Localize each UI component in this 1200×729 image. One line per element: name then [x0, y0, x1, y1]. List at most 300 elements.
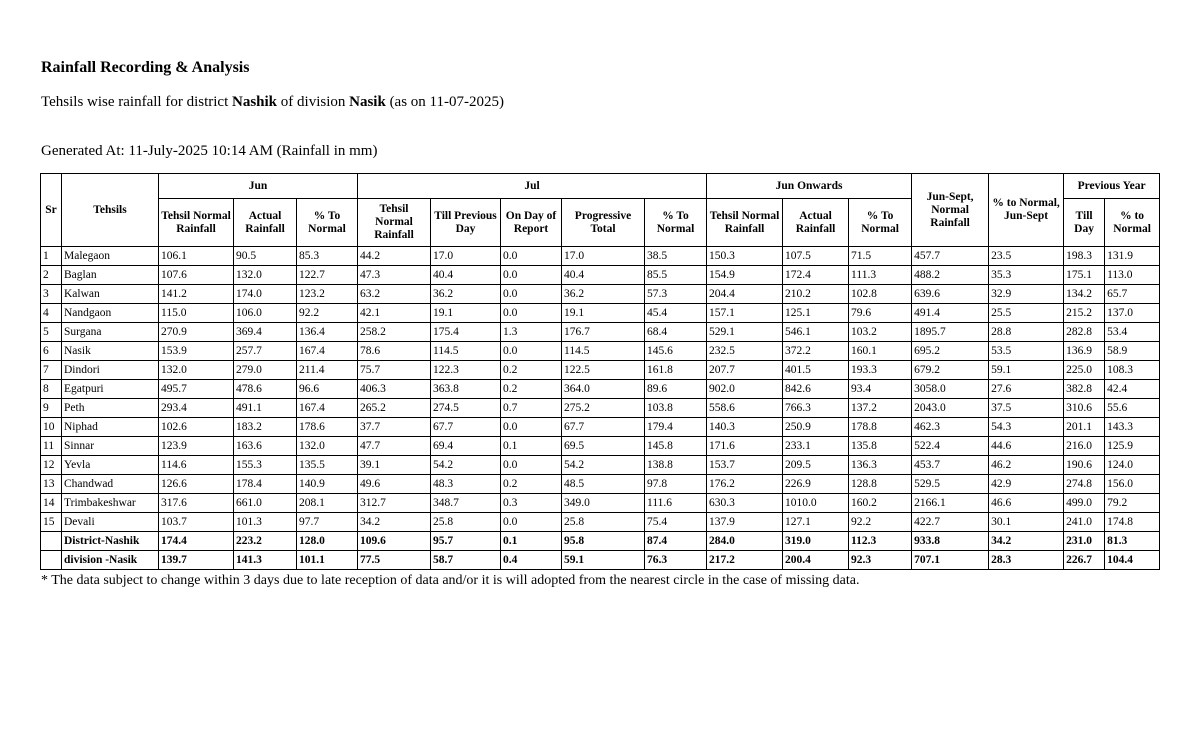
cell-jul-till-prev: 363.8: [431, 380, 501, 399]
cell-jun-sept-pct: 59.1: [989, 361, 1064, 380]
division-name: Nasik: [349, 94, 386, 110]
cell-jul-till-prev: 40.4: [431, 266, 501, 285]
cell-tehsil: Egatpuri: [62, 380, 159, 399]
cell-jun-pct: 167.4: [297, 342, 358, 361]
cell-onwards-pct: 92.3: [849, 551, 912, 570]
cell-jun-sept-pct: 25.5: [989, 304, 1064, 323]
cell-onwards-pct: 103.2: [849, 323, 912, 342]
cell-jun-sept-pct: 27.6: [989, 380, 1064, 399]
header-jun-onwards: Jun Onwards: [707, 174, 912, 199]
header-onwards-actual: Actual Rainfall: [783, 199, 849, 247]
total-row: [41, 551, 1160, 570]
header-jul-progressive: Progressive Total: [562, 199, 645, 247]
cell-jun-sept-normal: 707.1: [912, 551, 989, 570]
cell-prev-till-day: 175.1: [1064, 266, 1105, 285]
cell-prev-till-day: 274.8: [1064, 475, 1105, 494]
cell-jul-till-prev: 17.0: [431, 247, 501, 266]
cell-onwards-actual: 210.2: [783, 285, 849, 304]
cell-onwards-pct: 111.3: [849, 266, 912, 285]
cell-onwards-pct: 102.8: [849, 285, 912, 304]
cell-jun-normal: 106.1: [159, 247, 234, 266]
cell-jul-progressive: 176.7: [562, 323, 645, 342]
cell-jun-normal: 139.7: [159, 551, 234, 570]
cell-jul-on-day: 0.2: [501, 361, 562, 380]
cell-prev-till-day: 190.6: [1064, 456, 1105, 475]
header-jun: Jun: [159, 174, 358, 199]
header-onwards-tehsil-normal: Tehsil Normal Rainfall: [707, 199, 783, 247]
header-jul-on-day: On Day of Report: [501, 199, 562, 247]
cell-tehsil: Nasik: [62, 342, 159, 361]
subtitle-suffix: (as on 11-07-2025): [385, 94, 504, 110]
cell-prev-till-day: 216.0: [1064, 437, 1105, 456]
cell-prev-pct: 53.4: [1105, 323, 1160, 342]
table-row: [41, 513, 1160, 532]
cell-jun-pct: 92.2: [297, 304, 358, 323]
cell-jul-on-day: 0.0: [501, 456, 562, 475]
cell-jun-normal: 317.6: [159, 494, 234, 513]
cell-jul-on-day: 0.3: [501, 494, 562, 513]
cell-onwards-actual: 226.9: [783, 475, 849, 494]
cell-jul-on-day: 0.4: [501, 551, 562, 570]
cell-jul-pct: 45.4: [645, 304, 707, 323]
cell-prev-till-day: 201.1: [1064, 418, 1105, 437]
cell-onwards-actual: 546.1: [783, 323, 849, 342]
header-jun-pct: % To Normal: [297, 199, 358, 247]
cell-jun-normal: 103.7: [159, 513, 234, 532]
cell-jul-till-prev: 58.7: [431, 551, 501, 570]
header-jul-till-previous: Till Previous Day: [431, 199, 501, 247]
cell-jul-on-day: 0.0: [501, 418, 562, 437]
cell-tehsil: Sinnar: [62, 437, 159, 456]
cell-jul-progressive: 114.5: [562, 342, 645, 361]
cell-prev-pct: 125.9: [1105, 437, 1160, 456]
cell-jun-normal: 141.2: [159, 285, 234, 304]
cell-jul-pct: 38.5: [645, 247, 707, 266]
cell-jul-on-day: 0.7: [501, 399, 562, 418]
cell-tehsil: division -Nasik: [62, 551, 159, 570]
cell-onwards-actual: 372.2: [783, 342, 849, 361]
cell-jul-pct: 75.4: [645, 513, 707, 532]
cell-jul-normal: 312.7: [358, 494, 431, 513]
cell-onwards-normal: 630.3: [707, 494, 783, 513]
cell-jun-actual: 155.3: [234, 456, 297, 475]
table-row: [41, 304, 1160, 323]
cell-jul-progressive: 59.1: [562, 551, 645, 570]
cell-jul-pct: 76.3: [645, 551, 707, 570]
cell-jul-progressive: 275.2: [562, 399, 645, 418]
cell-onwards-actual: 319.0: [783, 532, 849, 551]
cell-jun-sept-normal: 522.4: [912, 437, 989, 456]
header-onwards-pct: % To Normal: [849, 199, 912, 247]
cell-sr: 2: [41, 266, 62, 285]
cell-jun-normal: 293.4: [159, 399, 234, 418]
cell-onwards-actual: 401.5: [783, 361, 849, 380]
table-row: [41, 380, 1160, 399]
cell-jul-normal: 78.6: [358, 342, 431, 361]
cell-tehsil: Devali: [62, 513, 159, 532]
cell-tehsil: Dindori: [62, 361, 159, 380]
cell-jun-sept-normal: 491.4: [912, 304, 989, 323]
table-row: [41, 361, 1160, 380]
cell-onwards-actual: 842.6: [783, 380, 849, 399]
cell-prev-till-day: 225.0: [1064, 361, 1105, 380]
header-pct-normal-jun-sept: % to Normal, Jun-Sept: [989, 174, 1064, 247]
cell-jul-pct: 85.5: [645, 266, 707, 285]
cell-onwards-actual: 250.9: [783, 418, 849, 437]
cell-prev-pct: 174.8: [1105, 513, 1160, 532]
cell-sr: 13: [41, 475, 62, 494]
cell-jun-sept-normal: 488.2: [912, 266, 989, 285]
cell-prev-pct: 156.0: [1105, 475, 1160, 494]
cell-jul-pct: 145.6: [645, 342, 707, 361]
cell-sr: 6: [41, 342, 62, 361]
cell-jul-normal: 47.3: [358, 266, 431, 285]
cell-prev-pct: 55.6: [1105, 399, 1160, 418]
cell-jun-actual: 661.0: [234, 494, 297, 513]
cell-sr: 8: [41, 380, 62, 399]
cell-jul-on-day: 0.1: [501, 437, 562, 456]
cell-jun-sept-pct: 28.8: [989, 323, 1064, 342]
cell-jun-normal: 153.9: [159, 342, 234, 361]
cell-sr: [41, 532, 62, 551]
cell-jun-pct: 211.4: [297, 361, 358, 380]
cell-jul-progressive: 364.0: [562, 380, 645, 399]
cell-onwards-normal: 204.4: [707, 285, 783, 304]
cell-jun-actual: 174.0: [234, 285, 297, 304]
cell-tehsil: Chandwad: [62, 475, 159, 494]
cell-onwards-pct: 93.4: [849, 380, 912, 399]
cell-jul-till-prev: 36.2: [431, 285, 501, 304]
cell-jun-sept-normal: 453.7: [912, 456, 989, 475]
cell-onwards-actual: 233.1: [783, 437, 849, 456]
cell-jul-normal: 258.2: [358, 323, 431, 342]
cell-jun-sept-normal: 679.2: [912, 361, 989, 380]
cell-prev-till-day: 226.7: [1064, 551, 1105, 570]
cell-onwards-normal: 217.2: [707, 551, 783, 570]
cell-prev-pct: 113.0: [1105, 266, 1160, 285]
cell-jun-normal: 132.0: [159, 361, 234, 380]
cell-jul-progressive: 122.5: [562, 361, 645, 380]
cell-jul-till-prev: 95.7: [431, 532, 501, 551]
header-jun-sept-normal: Jun-Sept, Normal Rainfall: [912, 174, 989, 247]
cell-jun-pct: 128.0: [297, 532, 358, 551]
cell-jun-sept-normal: 2166.1: [912, 494, 989, 513]
cell-jun-pct: 101.1: [297, 551, 358, 570]
cell-onwards-actual: 172.4: [783, 266, 849, 285]
cell-onwards-normal: 529.1: [707, 323, 783, 342]
cell-jun-sept-pct: 53.5: [989, 342, 1064, 361]
cell-jun-normal: 126.6: [159, 475, 234, 494]
cell-jun-pct: 167.4: [297, 399, 358, 418]
cell-prev-pct: 79.2: [1105, 494, 1160, 513]
cell-sr: 5: [41, 323, 62, 342]
cell-sr: 10: [41, 418, 62, 437]
cell-jul-pct: 89.6: [645, 380, 707, 399]
cell-jul-pct: 87.4: [645, 532, 707, 551]
cell-onwards-normal: 207.7: [707, 361, 783, 380]
cell-jul-on-day: 0.0: [501, 247, 562, 266]
cell-sr: 12: [41, 456, 62, 475]
cell-tehsil: Surgana: [62, 323, 159, 342]
cell-jul-on-day: 1.3: [501, 323, 562, 342]
cell-prev-pct: 124.0: [1105, 456, 1160, 475]
cell-onwards-actual: 127.1: [783, 513, 849, 532]
cell-onwards-normal: 150.3: [707, 247, 783, 266]
cell-prev-till-day: 134.2: [1064, 285, 1105, 304]
cell-prev-till-day: 241.0: [1064, 513, 1105, 532]
cell-jun-actual: 183.2: [234, 418, 297, 437]
cell-prev-till-day: 198.3: [1064, 247, 1105, 266]
cell-jul-on-day: 0.0: [501, 304, 562, 323]
header-jul-pct: % To Normal: [645, 199, 707, 247]
footnote: * The data subject to change within 3 days due to late reception of data and/or it is will adopted from the nearest circle in the case of missing data.: [41, 573, 860, 588]
cell-jun-actual: 90.5: [234, 247, 297, 266]
cell-onwards-pct: 160.1: [849, 342, 912, 361]
cell-jul-normal: 34.2: [358, 513, 431, 532]
cell-tehsil: District-Nashik: [62, 532, 159, 551]
cell-jul-progressive: 40.4: [562, 266, 645, 285]
cell-jul-progressive: 36.2: [562, 285, 645, 304]
cell-jun-normal: 174.4: [159, 532, 234, 551]
cell-jul-till-prev: 25.8: [431, 513, 501, 532]
cell-jun-pct: 132.0: [297, 437, 358, 456]
cell-onwards-pct: 178.8: [849, 418, 912, 437]
cell-jun-sept-pct: 35.3: [989, 266, 1064, 285]
cell-sr: 4: [41, 304, 62, 323]
cell-onwards-normal: 232.5: [707, 342, 783, 361]
table-row: [41, 285, 1160, 304]
cell-sr: 3: [41, 285, 62, 304]
cell-onwards-normal: 154.9: [707, 266, 783, 285]
cell-onwards-actual: 200.4: [783, 551, 849, 570]
report-subtitle: [41, 94, 504, 111]
cell-onwards-actual: 107.5: [783, 247, 849, 266]
header-tehsils: Tehsils: [62, 174, 159, 247]
cell-sr: 9: [41, 399, 62, 418]
header-jul: Jul: [358, 174, 707, 199]
cell-jul-till-prev: 114.5: [431, 342, 501, 361]
cell-jun-sept-pct: 32.9: [989, 285, 1064, 304]
table-row: [41, 437, 1160, 456]
table-row: [41, 323, 1160, 342]
cell-prev-pct: 137.0: [1105, 304, 1160, 323]
cell-jul-till-prev: 348.7: [431, 494, 501, 513]
cell-jul-normal: 47.7: [358, 437, 431, 456]
cell-prev-till-day: 310.6: [1064, 399, 1105, 418]
cell-jul-progressive: 25.8: [562, 513, 645, 532]
cell-jul-progressive: 17.0: [562, 247, 645, 266]
generated-at: Generated At: 11-July-2025 10:14 AM (Rainfall in mm): [41, 143, 378, 159]
cell-prev-pct: 143.3: [1105, 418, 1160, 437]
cell-jun-actual: 257.7: [234, 342, 297, 361]
table-row: [41, 494, 1160, 513]
cell-jun-pct: 178.6: [297, 418, 358, 437]
cell-jun-normal: 114.6: [159, 456, 234, 475]
cell-onwards-normal: 137.9: [707, 513, 783, 532]
cell-prev-till-day: 231.0: [1064, 532, 1105, 551]
table-row: [41, 247, 1160, 266]
cell-jul-normal: 37.7: [358, 418, 431, 437]
cell-sr: 14: [41, 494, 62, 513]
cell-jun-sept-normal: 529.5: [912, 475, 989, 494]
header-prev-pct: % to Normal: [1105, 199, 1160, 247]
cell-onwards-pct: 128.8: [849, 475, 912, 494]
cell-jul-normal: 42.1: [358, 304, 431, 323]
cell-jul-pct: 103.8: [645, 399, 707, 418]
cell-jul-till-prev: 19.1: [431, 304, 501, 323]
cell-onwards-actual: 766.3: [783, 399, 849, 418]
table-row: [41, 399, 1160, 418]
cell-sr: [41, 551, 62, 570]
cell-onwards-normal: 284.0: [707, 532, 783, 551]
cell-prev-pct: 131.9: [1105, 247, 1160, 266]
cell-jun-sept-normal: 422.7: [912, 513, 989, 532]
cell-jul-normal: 406.3: [358, 380, 431, 399]
cell-jun-actual: 369.4: [234, 323, 297, 342]
cell-jun-sept-pct: 42.9: [989, 475, 1064, 494]
cell-jul-till-prev: 274.5: [431, 399, 501, 418]
cell-jul-till-prev: 69.4: [431, 437, 501, 456]
cell-prev-till-day: 282.8: [1064, 323, 1105, 342]
cell-jun-pct: 123.2: [297, 285, 358, 304]
cell-onwards-normal: 176.2: [707, 475, 783, 494]
header-prev-till-day: Till Day: [1064, 199, 1105, 247]
cell-jun-pct: 85.3: [297, 247, 358, 266]
cell-jul-on-day: 0.0: [501, 285, 562, 304]
district-name: Nashik: [232, 94, 278, 110]
cell-jun-normal: 115.0: [159, 304, 234, 323]
cell-tehsil: Malegaon: [62, 247, 159, 266]
cell-onwards-pct: 135.8: [849, 437, 912, 456]
cell-prev-till-day: 136.9: [1064, 342, 1105, 361]
cell-onwards-pct: 136.3: [849, 456, 912, 475]
cell-jul-on-day: 0.1: [501, 532, 562, 551]
cell-onwards-pct: 137.2: [849, 399, 912, 418]
cell-jun-pct: 140.9: [297, 475, 358, 494]
cell-jun-actual: 106.0: [234, 304, 297, 323]
cell-jun-pct: 96.6: [297, 380, 358, 399]
cell-jun-sept-pct: 28.3: [989, 551, 1064, 570]
cell-jul-progressive: 69.5: [562, 437, 645, 456]
cell-onwards-actual: 125.1: [783, 304, 849, 323]
cell-onwards-pct: 193.3: [849, 361, 912, 380]
cell-jun-actual: 132.0: [234, 266, 297, 285]
cell-jul-till-prev: 54.2: [431, 456, 501, 475]
cell-jul-normal: 44.2: [358, 247, 431, 266]
cell-jun-pct: 122.7: [297, 266, 358, 285]
cell-jul-progressive: 48.5: [562, 475, 645, 494]
cell-jun-sept-pct: 30.1: [989, 513, 1064, 532]
cell-jun-sept-normal: 457.7: [912, 247, 989, 266]
cell-jun-actual: 279.0: [234, 361, 297, 380]
cell-onwards-pct: 71.5: [849, 247, 912, 266]
cell-prev-pct: 104.4: [1105, 551, 1160, 570]
cell-prev-till-day: 499.0: [1064, 494, 1105, 513]
cell-sr: 15: [41, 513, 62, 532]
cell-jul-progressive: 19.1: [562, 304, 645, 323]
cell-jul-till-prev: 48.3: [431, 475, 501, 494]
cell-jun-sept-pct: 44.6: [989, 437, 1064, 456]
cell-sr: 11: [41, 437, 62, 456]
cell-onwards-normal: 157.1: [707, 304, 783, 323]
cell-onwards-normal: 171.6: [707, 437, 783, 456]
cell-jun-sept-normal: 462.3: [912, 418, 989, 437]
cell-onwards-normal: 558.6: [707, 399, 783, 418]
cell-jul-normal: 63.2: [358, 285, 431, 304]
cell-jul-pct: 145.8: [645, 437, 707, 456]
cell-jul-normal: 49.6: [358, 475, 431, 494]
cell-jun-sept-normal: 695.2: [912, 342, 989, 361]
cell-jul-pct: 161.8: [645, 361, 707, 380]
rainfall-table: [40, 173, 1160, 570]
subtitle-prefix: Tehsils wise rainfall for district: [41, 94, 232, 110]
header-jun-actual: Actual Rainfall: [234, 199, 297, 247]
cell-jun-normal: 123.9: [159, 437, 234, 456]
cell-jul-on-day: 0.2: [501, 380, 562, 399]
cell-jun-sept-pct: 37.5: [989, 399, 1064, 418]
cell-jun-pct: 97.7: [297, 513, 358, 532]
cell-jun-normal: 102.6: [159, 418, 234, 437]
cell-tehsil: Trimbakeshwar: [62, 494, 159, 513]
cell-onwards-pct: 79.6: [849, 304, 912, 323]
cell-jul-on-day: 0.0: [501, 266, 562, 285]
cell-jul-normal: 109.6: [358, 532, 431, 551]
cell-onwards-normal: 153.7: [707, 456, 783, 475]
cell-onwards-normal: 902.0: [707, 380, 783, 399]
cell-jun-pct: 135.5: [297, 456, 358, 475]
cell-jun-sept-pct: 46.2: [989, 456, 1064, 475]
cell-jul-till-prev: 67.7: [431, 418, 501, 437]
header-sr: Sr: [41, 174, 62, 247]
cell-jul-progressive: 349.0: [562, 494, 645, 513]
cell-sr: 7: [41, 361, 62, 380]
cell-jun-normal: 495.7: [159, 380, 234, 399]
cell-jun-normal: 270.9: [159, 323, 234, 342]
report-title: Rainfall Recording & Analysis: [41, 59, 250, 76]
cell-jun-actual: 141.3: [234, 551, 297, 570]
cell-jun-sept-normal: 2043.0: [912, 399, 989, 418]
cell-jul-progressive: 54.2: [562, 456, 645, 475]
cell-prev-pct: 108.3: [1105, 361, 1160, 380]
cell-jul-pct: 138.8: [645, 456, 707, 475]
cell-jun-actual: 223.2: [234, 532, 297, 551]
cell-jun-actual: 478.6: [234, 380, 297, 399]
total-row: [41, 532, 1160, 551]
cell-onwards-pct: 112.3: [849, 532, 912, 551]
cell-tehsil: Yevla: [62, 456, 159, 475]
cell-jul-pct: 111.6: [645, 494, 707, 513]
cell-tehsil: Niphad: [62, 418, 159, 437]
cell-jun-pct: 208.1: [297, 494, 358, 513]
cell-tehsil: Kalwan: [62, 285, 159, 304]
cell-jun-actual: 163.6: [234, 437, 297, 456]
cell-jul-pct: 97.8: [645, 475, 707, 494]
table-row: [41, 266, 1160, 285]
cell-jun-sept-pct: 23.5: [989, 247, 1064, 266]
table-row: [41, 456, 1160, 475]
cell-tehsil: Peth: [62, 399, 159, 418]
cell-jun-sept-normal: 639.6: [912, 285, 989, 304]
cell-jul-normal: 77.5: [358, 551, 431, 570]
header-previous-year: Previous Year: [1064, 174, 1160, 199]
cell-jun-sept-pct: 54.3: [989, 418, 1064, 437]
cell-prev-pct: 81.3: [1105, 532, 1160, 551]
cell-jul-pct: 57.3: [645, 285, 707, 304]
cell-jun-sept-normal: 933.8: [912, 532, 989, 551]
header-jun-tehsil-normal: Tehsil Normal Rainfall: [159, 199, 234, 247]
cell-jul-on-day: 0.2: [501, 475, 562, 494]
cell-jul-pct: 179.4: [645, 418, 707, 437]
